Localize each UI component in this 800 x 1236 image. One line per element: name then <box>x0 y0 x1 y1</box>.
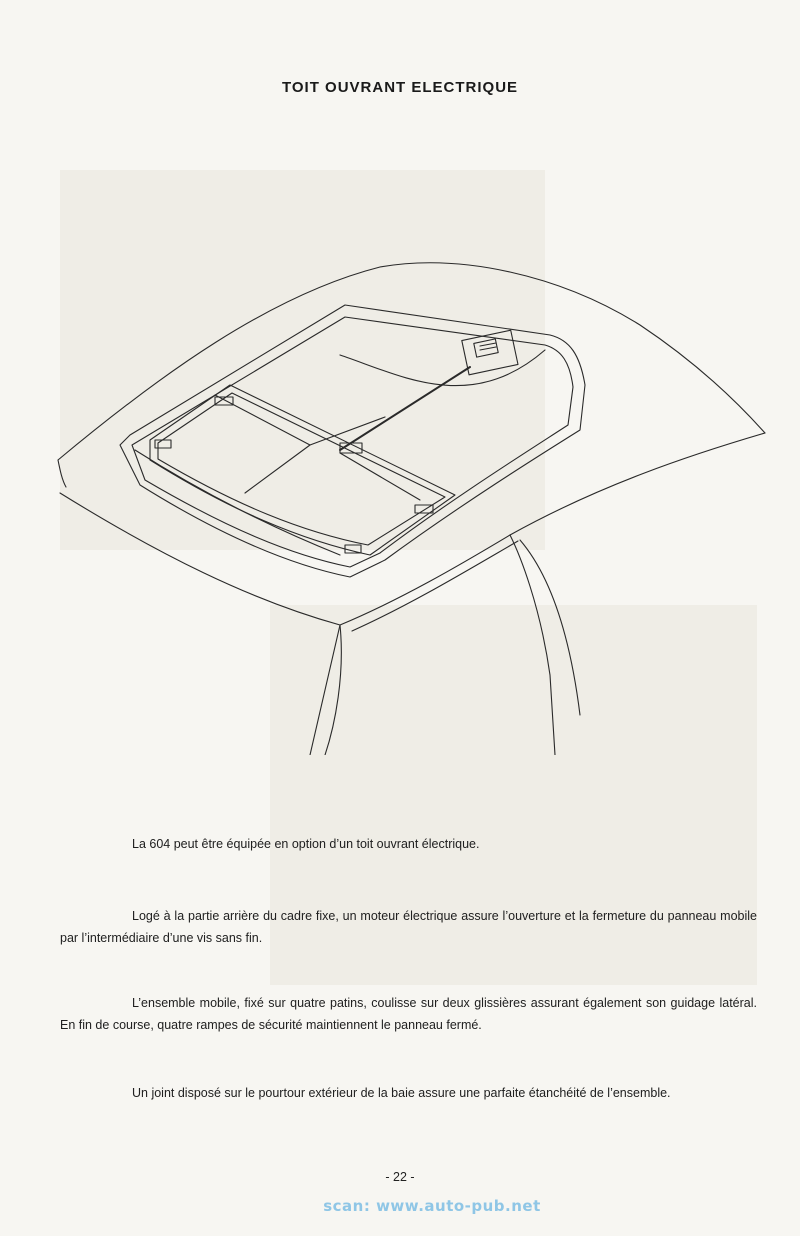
paragraph-motor <box>60 905 757 949</box>
sunroof-illustration <box>40 255 780 755</box>
paragraph-seal <box>60 1082 757 1104</box>
a-pillar-left <box>60 493 340 755</box>
scan-watermark: scan: www.auto-pub.net <box>323 1197 541 1215</box>
paragraph-text: La 604 peut être équipée en option d’un toit ouvrant électrique. <box>132 837 480 851</box>
a-pillar-right <box>510 535 555 755</box>
screw-drive <box>340 367 470 450</box>
page-title: TOIT OUVRANT ELECTRIQUE <box>281 79 519 96</box>
paragraph-text: Logé à la partie arrière du cadre fixe, un moteur électrique assure l’ouverture et la fermeture du panneau mobile par l’intermédiaire d’une vis sans fin. <box>60 909 757 945</box>
roof-side-edge <box>510 433 765 535</box>
rail-right <box>340 350 545 386</box>
paragraph-intro <box>60 833 757 855</box>
paragraph-mobile-assembly <box>60 992 757 1036</box>
paragraph-text: L’ensemble mobile, fixé sur quatre patins, coulisse sur deux glissières assurant également son guidage latéral. En fin de course, quatre rampes de sécurité maintiennent le panneau fermé. <box>60 996 757 1032</box>
page-number: - 22 - <box>385 1170 415 1184</box>
glass-panel <box>150 385 455 555</box>
rail-left <box>135 450 340 555</box>
roof-front-edge <box>58 460 66 487</box>
paragraph-text: Un joint disposé sur le pourtour extérieur de la baie assure une parfaite étanchéité de l’ensemble. <box>132 1086 671 1100</box>
